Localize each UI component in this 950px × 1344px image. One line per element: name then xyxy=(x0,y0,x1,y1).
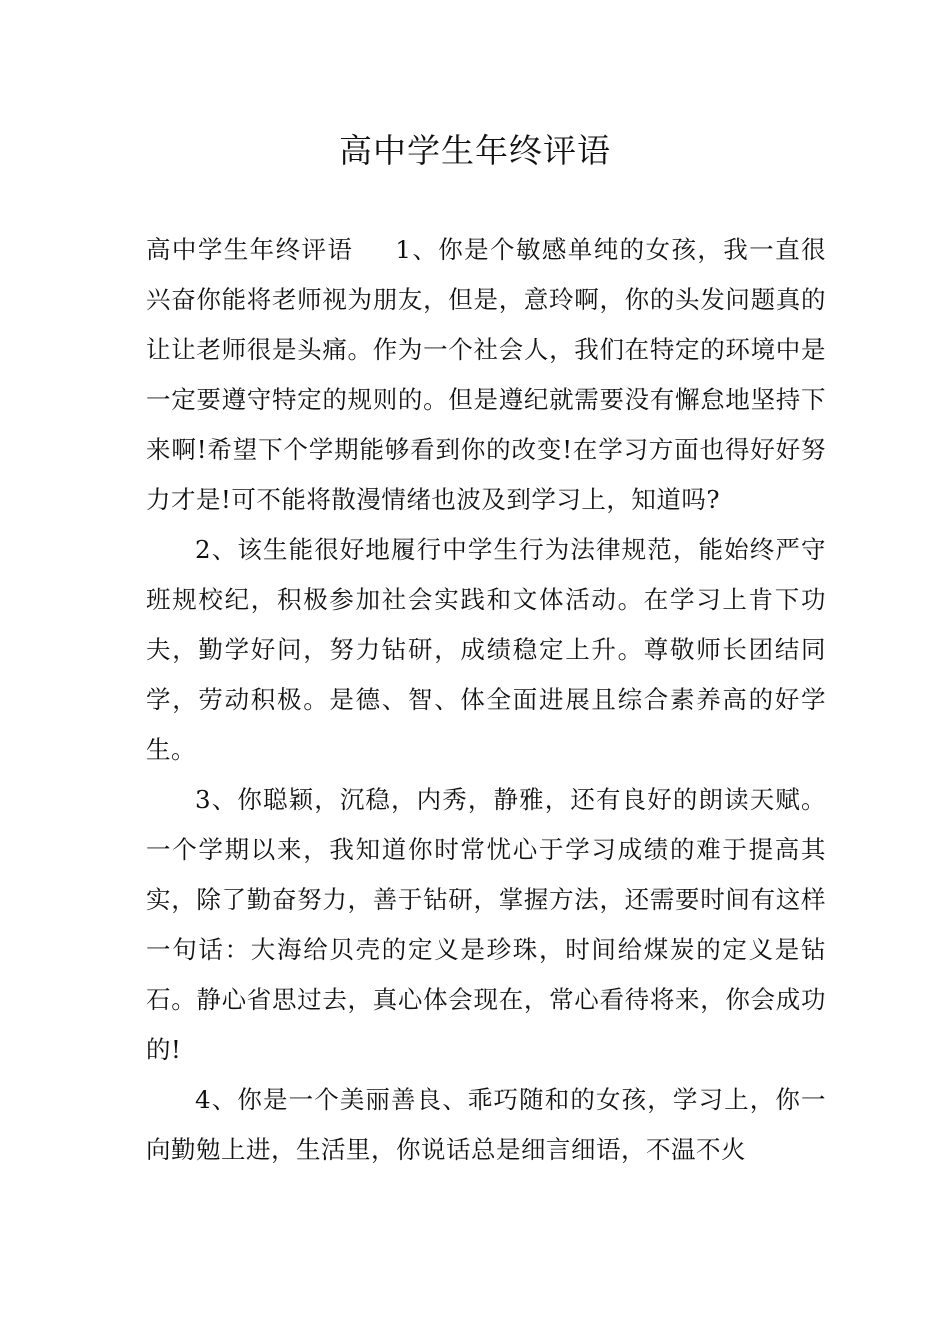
document-title: 高中学生年终评语 xyxy=(339,131,611,170)
inline-heading: 高中学生年终评语 xyxy=(146,235,354,264)
paragraph-text: 1、你是个敏感单纯的女孩，我一直很兴奋你能将老师视为朋友，但是，意玲啊，你的头发问题真的让让老师很是头痛。作为一个社会人，我们在特定的环境中是一定要遵守特定的规则的。但是遵纪就需要没有懈怠地坚持下来啊!希望下个学期能够看到你的改变!在学习方面也得好好努力才是!可不能将散漫情绪也波及到学习上，知道吗? xyxy=(146,235,827,514)
paragraph-4: 4、你是一个美丽善良、乖巧随和的女孩，学习上，你一向勤勉上进，生活里，你说话总是细言细语，不温不火 xyxy=(146,1085,826,1164)
document-body xyxy=(146,225,826,1175)
paragraph-2: 2、该生能很好地履行中学生行为法律规范，能始终严守班规校纪，积极参加社会实践和文体活动。在学习上肯下功夫，勤学好问，努力钻研，成绩稳定上升。尊敬师长团结同学，劳动积极。是德、智、体全面进展且综合素养高的好学生。 xyxy=(146,535,826,764)
paragraph-1 xyxy=(146,225,826,525)
paragraph-3: 3、你聪颖，沉稳，内秀，静雅，还有良好的朗读天赋。一个学期以来，我知道你时常忧心于学习成绩的难于提高其实，除了勤奋努力，善于钻研，掌握方法，还需要时间有这样一句话：大海给贝壳的定义是珍珠，时间给煤炭的定义是钻石。静心省思过去，真心体会现在，常心看待将来，你会成功的! xyxy=(146,785,826,1064)
